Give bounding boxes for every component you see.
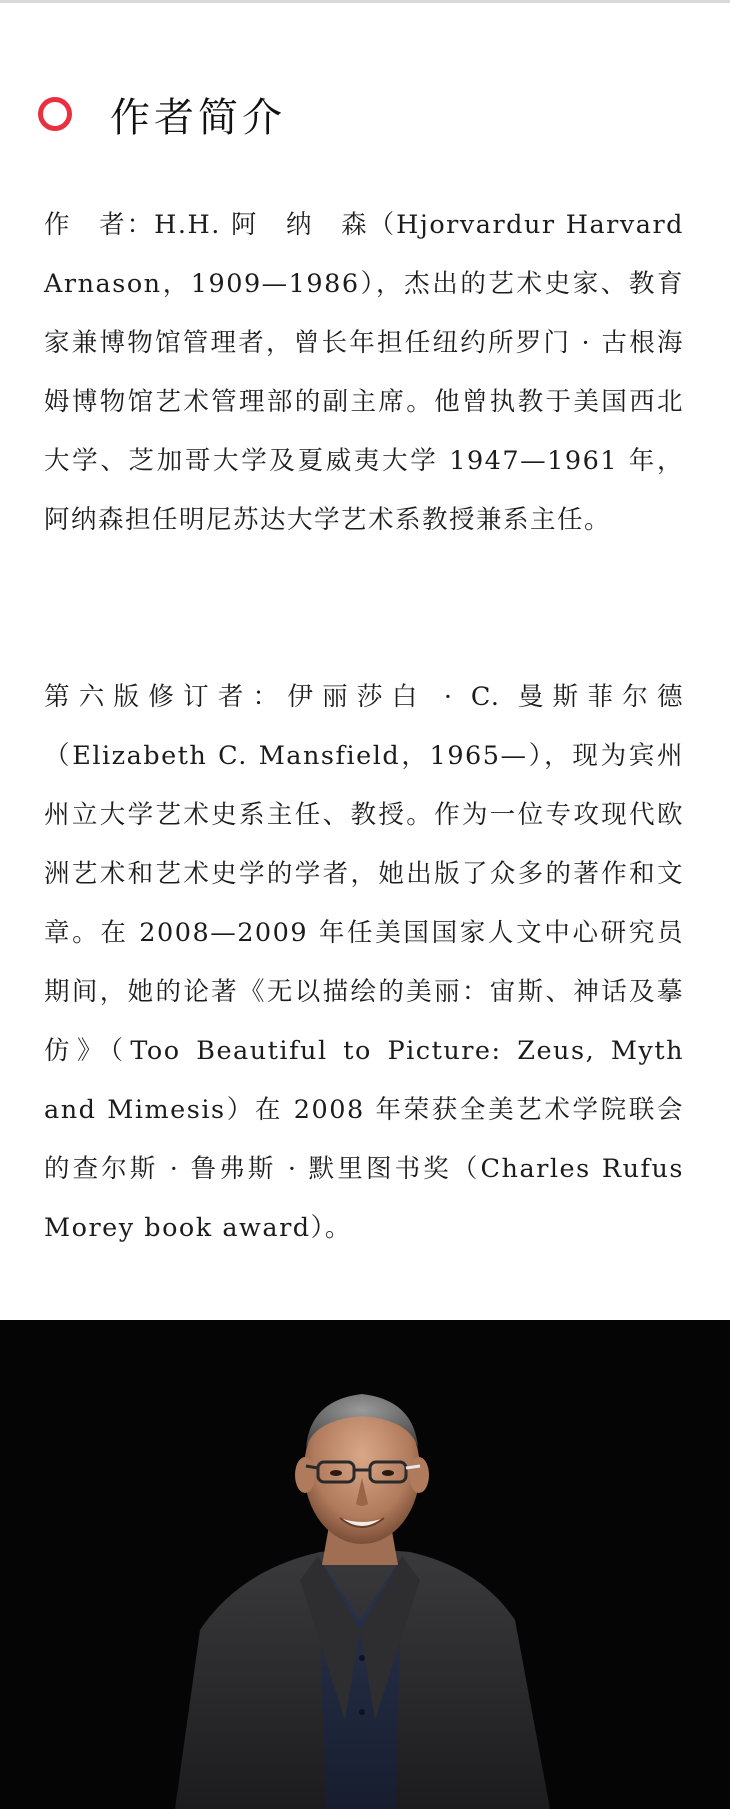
- section-title: 作者简介: [110, 94, 286, 141]
- circle-marker-icon: [38, 97, 72, 131]
- author-bio-paragraph: 作 者：H.H. 阿 纳 森（Hjorvardur Harvard Arnason，1909—1986），杰出的艺术史家、教育家兼博物馆管理者，曾长年担任纽约所罗门 · 古根海姆博物馆艺术管理部的副主席。他曾执教于美国西北大学、芝加哥大学及夏威夷大学 1947—1961 年，阿纳森担任明尼苏达大学艺术系教授兼系主任。: [44, 210, 684, 535]
- author-portrait-photo: [0, 1320, 730, 1809]
- reviser-bio-paragraph: 第六版修订者：伊丽莎白 · C. 曼斯菲尔德（Elizabeth C. Mansfield，1965—），现为宾州州立大学艺术史系主任、教授。作为一位专攻现代欧洲艺术和艺术史学的学者，她出版了众多的著作和文章。在 2008—2009 年任美国国家人文中心研究员期间，她的论著《无以描绘的美丽：宙斯、神话及摹仿》（Too Beautiful to Picture: Zeus, Myth and Mimesis）在 2008 年荣获全美艺术学院联会的查尔斯 · 鲁弗斯 · 默里图书奖（Charles Rufus Morey book award）。: [44, 682, 684, 1243]
- section-header: [38, 86, 286, 142]
- top-divider: [0, 0, 730, 3]
- portrait-illustration: [0, 1320, 730, 1809]
